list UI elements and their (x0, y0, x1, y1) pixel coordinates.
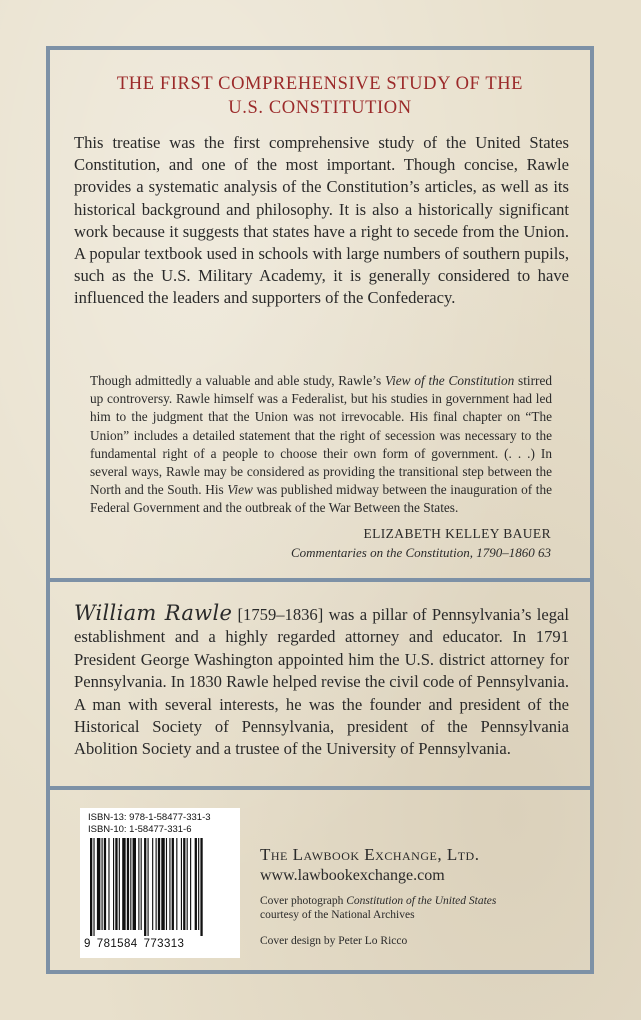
attribution-name: ELIZABETH KELLEY BAUER (363, 526, 551, 541)
barcode-bar (148, 838, 149, 936)
barcode-bar (152, 838, 153, 930)
barcode-bar (90, 838, 92, 936)
author-bio-text: [1759–1836] was a pillar of Pennsylvania’s legal establishment and a highly regarded attorney and educator. In 1791 President George Washington appointed him the U.S. district attorney for Pennsylvania. In 1830 Rawle helped revise the civil code of Pennsylvania. A man with several interests, he was the founder and president of the Historical Society of Pennsylvania, president of the Pennsylvania Abolition Society and a trustee of the University of Pennsylvania. (74, 605, 569, 759)
barcode-bar (133, 838, 136, 930)
author-bio (74, 602, 569, 761)
barcode-bar (176, 838, 177, 930)
barcode-bar (119, 838, 120, 930)
barcode-bar (161, 838, 164, 930)
section-divider-lower (46, 786, 594, 790)
attribution-source: Commentaries on the Constitution, 1790–1860 63 (291, 545, 551, 560)
barcode-bar (200, 838, 202, 936)
barcode-bar (190, 838, 191, 930)
barcode-bar (158, 838, 160, 930)
barcode-bar (104, 838, 106, 930)
design-credit: Cover design by Peter Lo Ricco (260, 935, 408, 947)
barcode-digits (84, 938, 240, 950)
headline-line-2: U.S. CONSTITUTION (228, 98, 412, 118)
isbn-10: ISBN-10: 1-58477-331-6 (88, 824, 192, 835)
barcode-bar (122, 838, 125, 930)
barcode-bar (144, 838, 146, 936)
isbn-13: ISBN-13: 978-1-58477-331-3 (88, 812, 211, 823)
barcode-bar (102, 838, 103, 930)
barcode-bar (127, 838, 129, 930)
quote-part-1: Though admittedly a valuable and able study, Rawle’s (90, 373, 385, 388)
intro-paragraph: This treatise was the first comprehensive study of the United States Constitution, and one of the most important. Though concise, Rawle provides a systematic analysis of the Constitution’s articles, as well as its historical background and philosophy. It is also a historically significant work because it suggests that states have a right to secede from the Union. A popular textbook used in schools with large numbers of southern pupils, such as the U.S. Military Academy, it is generally considered to have influenced the leaders and supporters of the Confederacy. (74, 133, 569, 308)
quote-part-3: was published midway between the inauguration of the Federal Government and the outbreak of the War Between the States. (90, 482, 552, 516)
barcode-bar (187, 838, 188, 930)
quote-title-italic: View of the Constitution (384, 373, 515, 388)
barcode-bar (141, 838, 142, 930)
section-divider (46, 578, 594, 582)
photo-credit-prefix: Cover photograph (260, 895, 347, 907)
barcode-bar (93, 838, 94, 936)
barcode-bar (156, 838, 157, 930)
barcode-bar (183, 838, 185, 930)
barcode-bar (172, 838, 174, 930)
author-name: William Rawle (74, 601, 233, 625)
barcode-bar (166, 838, 167, 930)
headline (60, 72, 580, 120)
publisher-website[interactable]: www.lawbookexchange.com (260, 867, 445, 884)
barcode-bar (169, 838, 170, 930)
barcode-icon (86, 838, 236, 936)
publisher-name: The Lawbook Exchange, Ltd. (260, 845, 480, 864)
barcode-digits-right: 773313 (143, 938, 185, 950)
photo-credit-title: Constitution of the United States (346, 895, 497, 907)
quote-view-italic: View (227, 482, 253, 498)
barcode-digit-lead: 9 (84, 938, 91, 950)
photo-credit-suffix: courtesy of the National Archives (260, 909, 415, 921)
barcode-bar (113, 838, 114, 930)
barcode-bar (97, 838, 100, 930)
quote-part-2: stirred up controversy. Rawle himself was a Federalist, but his studies in government had led him to the judgment that the Union was not irrevocable. His final chapter on “The Union” includes a detailed statement that the right of secession was necessary to the fundamental right of a people to choose their own form of government. (. . .) In several ways, Rawle may be considered as providing the transitional step between the North and the South. His (90, 373, 553, 498)
barcode-bar (130, 838, 131, 930)
barcode-bar (198, 838, 199, 930)
barcode-bar (195, 838, 197, 930)
barcode-bar (108, 838, 109, 930)
barcode-bar (115, 838, 117, 930)
barcode-bar (181, 838, 182, 930)
blurb-quote (90, 372, 552, 518)
headline-line-1: THE FIRST COMPREHENSIVE STUDY OF THE (116, 74, 524, 94)
barcode-bar (138, 838, 139, 930)
barcode-digits-left: 781584 (96, 938, 138, 950)
photo-credit (260, 894, 496, 922)
